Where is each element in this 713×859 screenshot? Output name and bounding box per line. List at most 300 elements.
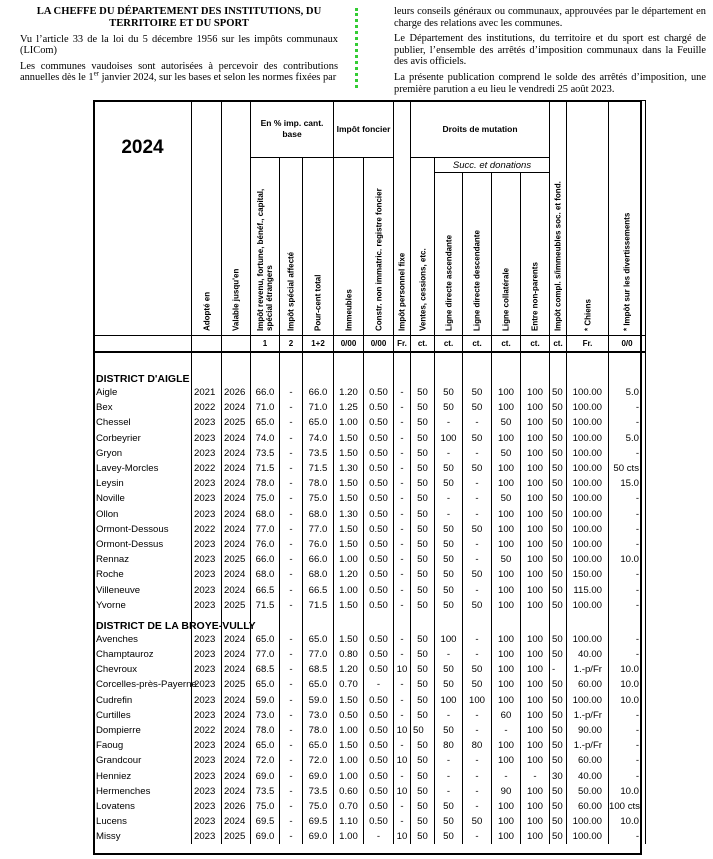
- table-cell: -: [280, 491, 303, 506]
- empty-cell: [411, 366, 435, 385]
- table-cell: 0.70: [334, 799, 364, 814]
- empty-cell: [192, 366, 222, 385]
- group-header-succ-donations: Succ. et donations: [435, 158, 550, 173]
- table-cell: 60: [492, 708, 521, 723]
- table-cell: 50: [550, 829, 567, 844]
- table-cell: 50: [411, 446, 435, 461]
- table-cell: 100.00: [567, 598, 609, 613]
- table-cell: 50: [411, 567, 435, 582]
- table-cell: 1.50: [334, 598, 364, 613]
- table-cell: 2023: [192, 582, 222, 597]
- table-cell: 72.0: [303, 753, 334, 768]
- table-cell: 100: [521, 753, 550, 768]
- table-cell: 50: [411, 753, 435, 768]
- table-cell: 2022: [192, 400, 222, 415]
- table-cell: 100: [521, 738, 550, 753]
- table-cell: 2024: [222, 632, 251, 647]
- table-cell: 59.0: [251, 693, 280, 708]
- col-header-divertissements: * Impôt sur les divertissements: [609, 101, 646, 336]
- col-header-valid-until: Valable jusqu'en: [222, 101, 251, 336]
- table-cell: 50: [550, 753, 567, 768]
- commune-name: Corcelles-près-Payerne: [94, 677, 192, 692]
- table-cell: 50: [411, 507, 435, 522]
- table-cell: -: [394, 632, 411, 647]
- district-name: DISTRICT DE LA BROYE-VULLY: [94, 613, 192, 632]
- table-cell: 0.60: [334, 784, 364, 799]
- table-cell: -: [435, 415, 463, 430]
- empty-cell: [567, 613, 609, 632]
- table-cell: -: [609, 446, 646, 461]
- table-cell: 75.0: [303, 799, 334, 814]
- table-cell: 100: [492, 507, 521, 522]
- table-cell: 100: [521, 662, 550, 677]
- empty-cell: [280, 613, 303, 632]
- table-cell: -: [609, 632, 646, 647]
- table-cell: 0.50: [364, 582, 394, 597]
- table-cell: 10.0: [609, 552, 646, 567]
- table-cell: -: [280, 693, 303, 708]
- table-cell: 50: [435, 582, 463, 597]
- table-cell: 100.00: [567, 814, 609, 829]
- empty-cell: [192, 352, 222, 366]
- table-cell: -: [609, 829, 646, 844]
- intro-paragraph-note: La présente publication comprend le solde des arrêtés d’imposition, une première parution a eu lieu le vendredi 25 août 2023.: [394, 71, 706, 95]
- table-cell: -: [280, 799, 303, 814]
- table-cell: 50: [550, 476, 567, 491]
- table-row: [94, 400, 646, 415]
- table-cell: 50: [550, 507, 567, 522]
- table-cell: 100: [521, 491, 550, 506]
- table-cell: 100: [435, 693, 463, 708]
- commune-name: Henniez: [94, 769, 192, 784]
- table-cell: 0.70: [334, 677, 364, 692]
- table-row: [94, 693, 646, 708]
- table-cell: 50: [411, 647, 435, 662]
- table-cell: 50: [411, 829, 435, 844]
- table-cell: 50: [435, 677, 463, 692]
- table-cell: 2024: [222, 814, 251, 829]
- table-cell: 50: [411, 814, 435, 829]
- empty-cell: [609, 613, 646, 632]
- table-cell: 78.0: [251, 476, 280, 491]
- table-cell: 100: [492, 738, 521, 753]
- table-cell: 65.0: [251, 677, 280, 692]
- table-cell: -: [435, 446, 463, 461]
- table-cell: 2024: [222, 647, 251, 662]
- table-cell: 1.50: [334, 446, 364, 461]
- table-cell: -: [280, 507, 303, 522]
- table-cell: -: [394, 507, 411, 522]
- table-cell: 50: [411, 476, 435, 491]
- table-cell: 50: [411, 522, 435, 537]
- table-cell: -: [394, 446, 411, 461]
- table-cell: 100: [521, 431, 550, 446]
- column-separator: [355, 8, 358, 88]
- table-cell: 0.50: [364, 400, 394, 415]
- table-cell: 2023: [192, 507, 222, 522]
- table-cell: 69.0: [303, 769, 334, 784]
- table-row: [94, 522, 646, 537]
- table-cell: 100: [492, 829, 521, 844]
- table-cell: 100: [521, 446, 550, 461]
- commune-name: Lucens: [94, 814, 192, 829]
- table-cell: 100: [521, 632, 550, 647]
- table-cell: 1.20: [334, 662, 364, 677]
- table-cell: 2024: [222, 522, 251, 537]
- table-cell: 2024: [222, 708, 251, 723]
- table-cell: 77.0: [303, 647, 334, 662]
- table-row: [94, 753, 646, 768]
- table-row: [94, 537, 646, 552]
- table-cell: -: [394, 476, 411, 491]
- table-cell: 50: [411, 708, 435, 723]
- table-cell: 59.0: [303, 693, 334, 708]
- empty-cell: [411, 613, 435, 632]
- table-cell: 60.00: [567, 677, 609, 692]
- table-cell: 78.0: [303, 723, 334, 738]
- table-row: [94, 415, 646, 430]
- empty-cell: [394, 613, 411, 632]
- table-cell: 50: [463, 567, 492, 582]
- table-cell: 50: [463, 662, 492, 677]
- empty-cell: [463, 613, 492, 632]
- table-cell: 2024: [222, 491, 251, 506]
- table-cell: -: [463, 799, 492, 814]
- table-cell: -: [394, 769, 411, 784]
- table-cell: 50: [550, 385, 567, 400]
- units-row: [94, 336, 646, 353]
- table-cell: 100: [521, 647, 550, 662]
- table-cell: 100: [521, 567, 550, 582]
- unit-cell: Fr.: [567, 336, 609, 353]
- empty-cell: [251, 366, 280, 385]
- table-cell: -: [280, 400, 303, 415]
- commune-name: Curtilles: [94, 708, 192, 723]
- table-cell: 10: [394, 723, 411, 738]
- table-cell: 100: [492, 522, 521, 537]
- table-cell: 73.0: [251, 708, 280, 723]
- table-cell: -: [609, 491, 646, 506]
- table-cell: -: [394, 647, 411, 662]
- commune-name: Dompierre: [94, 723, 192, 738]
- table-cell: 30: [550, 769, 567, 784]
- table-cell: 69.0: [303, 829, 334, 844]
- table-cell: -: [394, 814, 411, 829]
- empty-cell: [303, 366, 334, 385]
- table-cell: 1.00: [334, 829, 364, 844]
- table-cell: 100: [521, 522, 550, 537]
- table-cell: 100: [492, 461, 521, 476]
- table-cell: 50: [435, 799, 463, 814]
- table-cell: 78.0: [303, 476, 334, 491]
- table-cell: 10.0: [609, 662, 646, 677]
- table-cell: -: [609, 723, 646, 738]
- table-cell: 68.0: [251, 567, 280, 582]
- table-row: [94, 829, 646, 844]
- table-cell: -: [280, 552, 303, 567]
- table-cell: 75.0: [251, 799, 280, 814]
- table-cell: 66.0: [303, 385, 334, 400]
- table-cell: 2022: [192, 522, 222, 537]
- table-cell: 0.50: [364, 522, 394, 537]
- table-cell: 65.0: [251, 632, 280, 647]
- table-cell: 73.5: [251, 446, 280, 461]
- table-cell: 2024: [222, 769, 251, 784]
- table-cell: 2023: [192, 552, 222, 567]
- table-cell: 50: [435, 814, 463, 829]
- table-row: [94, 491, 646, 506]
- table-cell: 50: [411, 799, 435, 814]
- table-cell: 50: [411, 784, 435, 799]
- empty-cell: [492, 613, 521, 632]
- table-cell: 115.00: [567, 582, 609, 597]
- table-cell: 50: [411, 662, 435, 677]
- table-cell: 100: [463, 693, 492, 708]
- table-cell: 0.50: [364, 769, 394, 784]
- table-row: [94, 598, 646, 613]
- commune-name: Roche: [94, 567, 192, 582]
- table-cell: -: [435, 708, 463, 723]
- table-cell: 0.50: [364, 738, 394, 753]
- table-cell: 90.00: [567, 723, 609, 738]
- table-cell: 50: [550, 799, 567, 814]
- empty-cell: [435, 366, 463, 385]
- table-cell: 2024: [222, 567, 251, 582]
- table-cell: 50: [411, 431, 435, 446]
- empty-cell: [222, 352, 251, 366]
- table-cell: 100: [521, 507, 550, 522]
- intro-paragraph-communes: Les communes vaudoises sont autorisées à percevoir des contributions annuelles dès le 1er janvier 2024, sur les bases et selon les normes fixées par: [20, 60, 338, 84]
- table-cell: 72.0: [251, 753, 280, 768]
- table-cell: -: [280, 415, 303, 430]
- empty-cell: [334, 613, 364, 632]
- table-cell: 1.30: [334, 507, 364, 522]
- table-cell: 2023: [192, 647, 222, 662]
- table-cell: 65.0: [251, 738, 280, 753]
- unit-cell: [222, 336, 251, 353]
- table-row: [94, 552, 646, 567]
- unit-cell: ct.: [550, 336, 567, 353]
- table-cell: 50: [463, 461, 492, 476]
- table-cell: 100.00: [567, 446, 609, 461]
- table-cell: 69.0: [251, 769, 280, 784]
- table-cell: 100 cts: [609, 799, 646, 814]
- table-cell: -: [463, 753, 492, 768]
- empty-cell: [463, 366, 492, 385]
- table-cell: 50: [411, 598, 435, 613]
- commune-name: Villeneuve: [94, 582, 192, 597]
- table-cell: 100: [492, 431, 521, 446]
- unit-cell-name: [94, 336, 192, 353]
- col-header-ventes: Ventes, cessions, etc.: [411, 158, 435, 336]
- unit-cell: Fr.: [394, 336, 411, 353]
- commune-name: Bex: [94, 400, 192, 415]
- table-cell: 0.50: [364, 537, 394, 552]
- table-cell: 100.00: [567, 491, 609, 506]
- table-cell: -: [435, 647, 463, 662]
- table-cell: 73.5: [251, 784, 280, 799]
- table-cell: -: [492, 769, 521, 784]
- table-cell: -: [280, 647, 303, 662]
- table-cell: 50: [463, 385, 492, 400]
- table-cell: 100: [521, 799, 550, 814]
- table-cell: 100.00: [567, 415, 609, 430]
- table-cell: 50: [435, 723, 463, 738]
- table-cell: 50.00: [567, 784, 609, 799]
- table-body: [94, 352, 646, 844]
- table-cell: 50: [463, 400, 492, 415]
- decree-title: LA CHEFFE DU DÉPARTEMENT DES INSTITUTIONS, DU TERRITOIRE ET DU SPORT: [36, 6, 322, 29]
- table-cell: -: [609, 400, 646, 415]
- table-cell: -: [364, 677, 394, 692]
- table-cell: 100: [435, 632, 463, 647]
- table-cell: 1.20: [334, 385, 364, 400]
- intro-paragraph-approval: leurs conseils généraux ou communaux, approuvées par le département en charge des relations avec les communes.: [394, 6, 706, 29]
- table-cell: 2025: [222, 598, 251, 613]
- empty-cell: [303, 352, 334, 366]
- table-cell: 100: [521, 582, 550, 597]
- table-cell: 150.00: [567, 567, 609, 582]
- table-cell: -: [463, 829, 492, 844]
- table-cell: 73.0: [303, 708, 334, 723]
- table-cell: 1.-p/Fr: [567, 662, 609, 677]
- table-cell: 50: [463, 814, 492, 829]
- table-cell: 2023: [192, 738, 222, 753]
- table-cell: 50: [411, 415, 435, 430]
- table-cell: 1.00: [334, 582, 364, 597]
- table-cell: 2025: [222, 415, 251, 430]
- table-cell: 100: [521, 814, 550, 829]
- table-cell: 2023: [192, 784, 222, 799]
- unit-cell: ct.: [411, 336, 435, 353]
- table-cell: 100: [521, 461, 550, 476]
- table-cell: 66.0: [251, 385, 280, 400]
- table-cell: 50: [411, 693, 435, 708]
- tax-rates-table: [93, 100, 646, 844]
- table-cell: 5.0: [609, 431, 646, 446]
- table-cell: 0.50: [364, 693, 394, 708]
- table-cell: 2024: [222, 431, 251, 446]
- table-cell: 100: [492, 753, 521, 768]
- table-cell: 50: [411, 537, 435, 552]
- table-cell: 2023: [192, 431, 222, 446]
- table-cell: 50: [550, 400, 567, 415]
- table-cell: 100: [492, 814, 521, 829]
- table-cell: 10.0: [609, 677, 646, 692]
- table-cell: -: [280, 461, 303, 476]
- table-cell: 100: [492, 582, 521, 597]
- table-cell: 71.0: [303, 400, 334, 415]
- table-cell: -: [463, 632, 492, 647]
- table-cell: 100: [492, 632, 521, 647]
- table-cell: 76.0: [303, 537, 334, 552]
- table-cell: 50: [411, 461, 435, 476]
- commune-name: Ollon: [94, 507, 192, 522]
- empty-cell: [394, 366, 411, 385]
- table-row: [94, 769, 646, 784]
- table-cell: 2023: [192, 814, 222, 829]
- table-cell: -: [550, 662, 567, 677]
- unit-cell: [192, 336, 222, 353]
- table-cell: 100: [521, 829, 550, 844]
- table-cell: 0.50: [364, 507, 394, 522]
- table-cell: 50: [550, 491, 567, 506]
- table-cell: 2024: [222, 400, 251, 415]
- table-cell: 100.00: [567, 537, 609, 552]
- header-gap-row: [94, 352, 646, 366]
- table-cell: 50: [435, 476, 463, 491]
- table-cell: -: [280, 814, 303, 829]
- table-cell: 2023: [192, 662, 222, 677]
- table-cell: 68.5: [251, 662, 280, 677]
- table-cell: -: [463, 647, 492, 662]
- table-cell: 2023: [192, 567, 222, 582]
- table-cell: 2023: [192, 677, 222, 692]
- table-cell: 100: [521, 552, 550, 567]
- empty-cell: [364, 613, 394, 632]
- unit-cell: 0/0: [609, 336, 646, 353]
- commune-name: Avenches: [94, 632, 192, 647]
- table-cell: -: [463, 708, 492, 723]
- table-cell: 69.0: [251, 829, 280, 844]
- table-cell: 2023: [192, 708, 222, 723]
- table-cell: 50: [411, 738, 435, 753]
- col-header-pour-cent-total: Pour-cent total: [303, 158, 334, 336]
- table-cell: 0.50: [364, 567, 394, 582]
- table-cell: 100: [492, 537, 521, 552]
- table-cell: 50: [411, 552, 435, 567]
- table-cell: -: [609, 647, 646, 662]
- table-row: [94, 582, 646, 597]
- table-cell: 10: [394, 662, 411, 677]
- table-cell: 60.00: [567, 799, 609, 814]
- table-cell: -: [280, 385, 303, 400]
- commune-name: Corbeyrier: [94, 431, 192, 446]
- empty-cell: [280, 352, 303, 366]
- table-cell: 100: [492, 567, 521, 582]
- empty-cell: [609, 366, 646, 385]
- table-cell: -: [463, 507, 492, 522]
- table-cell: 50: [435, 829, 463, 844]
- table-cell: 50: [550, 784, 567, 799]
- empty-cell: [280, 366, 303, 385]
- table-row: [94, 431, 646, 446]
- table-cell: -: [463, 552, 492, 567]
- table-row: [94, 507, 646, 522]
- unit-cell: 1+2: [303, 336, 334, 353]
- unit-cell: 0/00: [364, 336, 394, 353]
- table-cell: 2022: [192, 723, 222, 738]
- table-cell: 2023: [192, 491, 222, 506]
- table-cell: 0.50: [364, 446, 394, 461]
- table-row: [94, 723, 646, 738]
- table-cell: 1.00: [334, 415, 364, 430]
- table-cell: 50: [550, 522, 567, 537]
- commune-name: Cudrefin: [94, 693, 192, 708]
- table-cell: 100.00: [567, 431, 609, 446]
- commune-name: Hermenches: [94, 784, 192, 799]
- table-cell: 65.0: [303, 632, 334, 647]
- table-cell: 0.50: [364, 431, 394, 446]
- table-cell: -: [280, 769, 303, 784]
- empty-cell: [411, 352, 435, 366]
- commune-name: Lovatens: [94, 799, 192, 814]
- table-cell: -: [463, 723, 492, 738]
- table-cell: 78.0: [251, 723, 280, 738]
- table-cell: -: [609, 598, 646, 613]
- table-cell: 100: [521, 400, 550, 415]
- unit-cell: ct.: [435, 336, 463, 353]
